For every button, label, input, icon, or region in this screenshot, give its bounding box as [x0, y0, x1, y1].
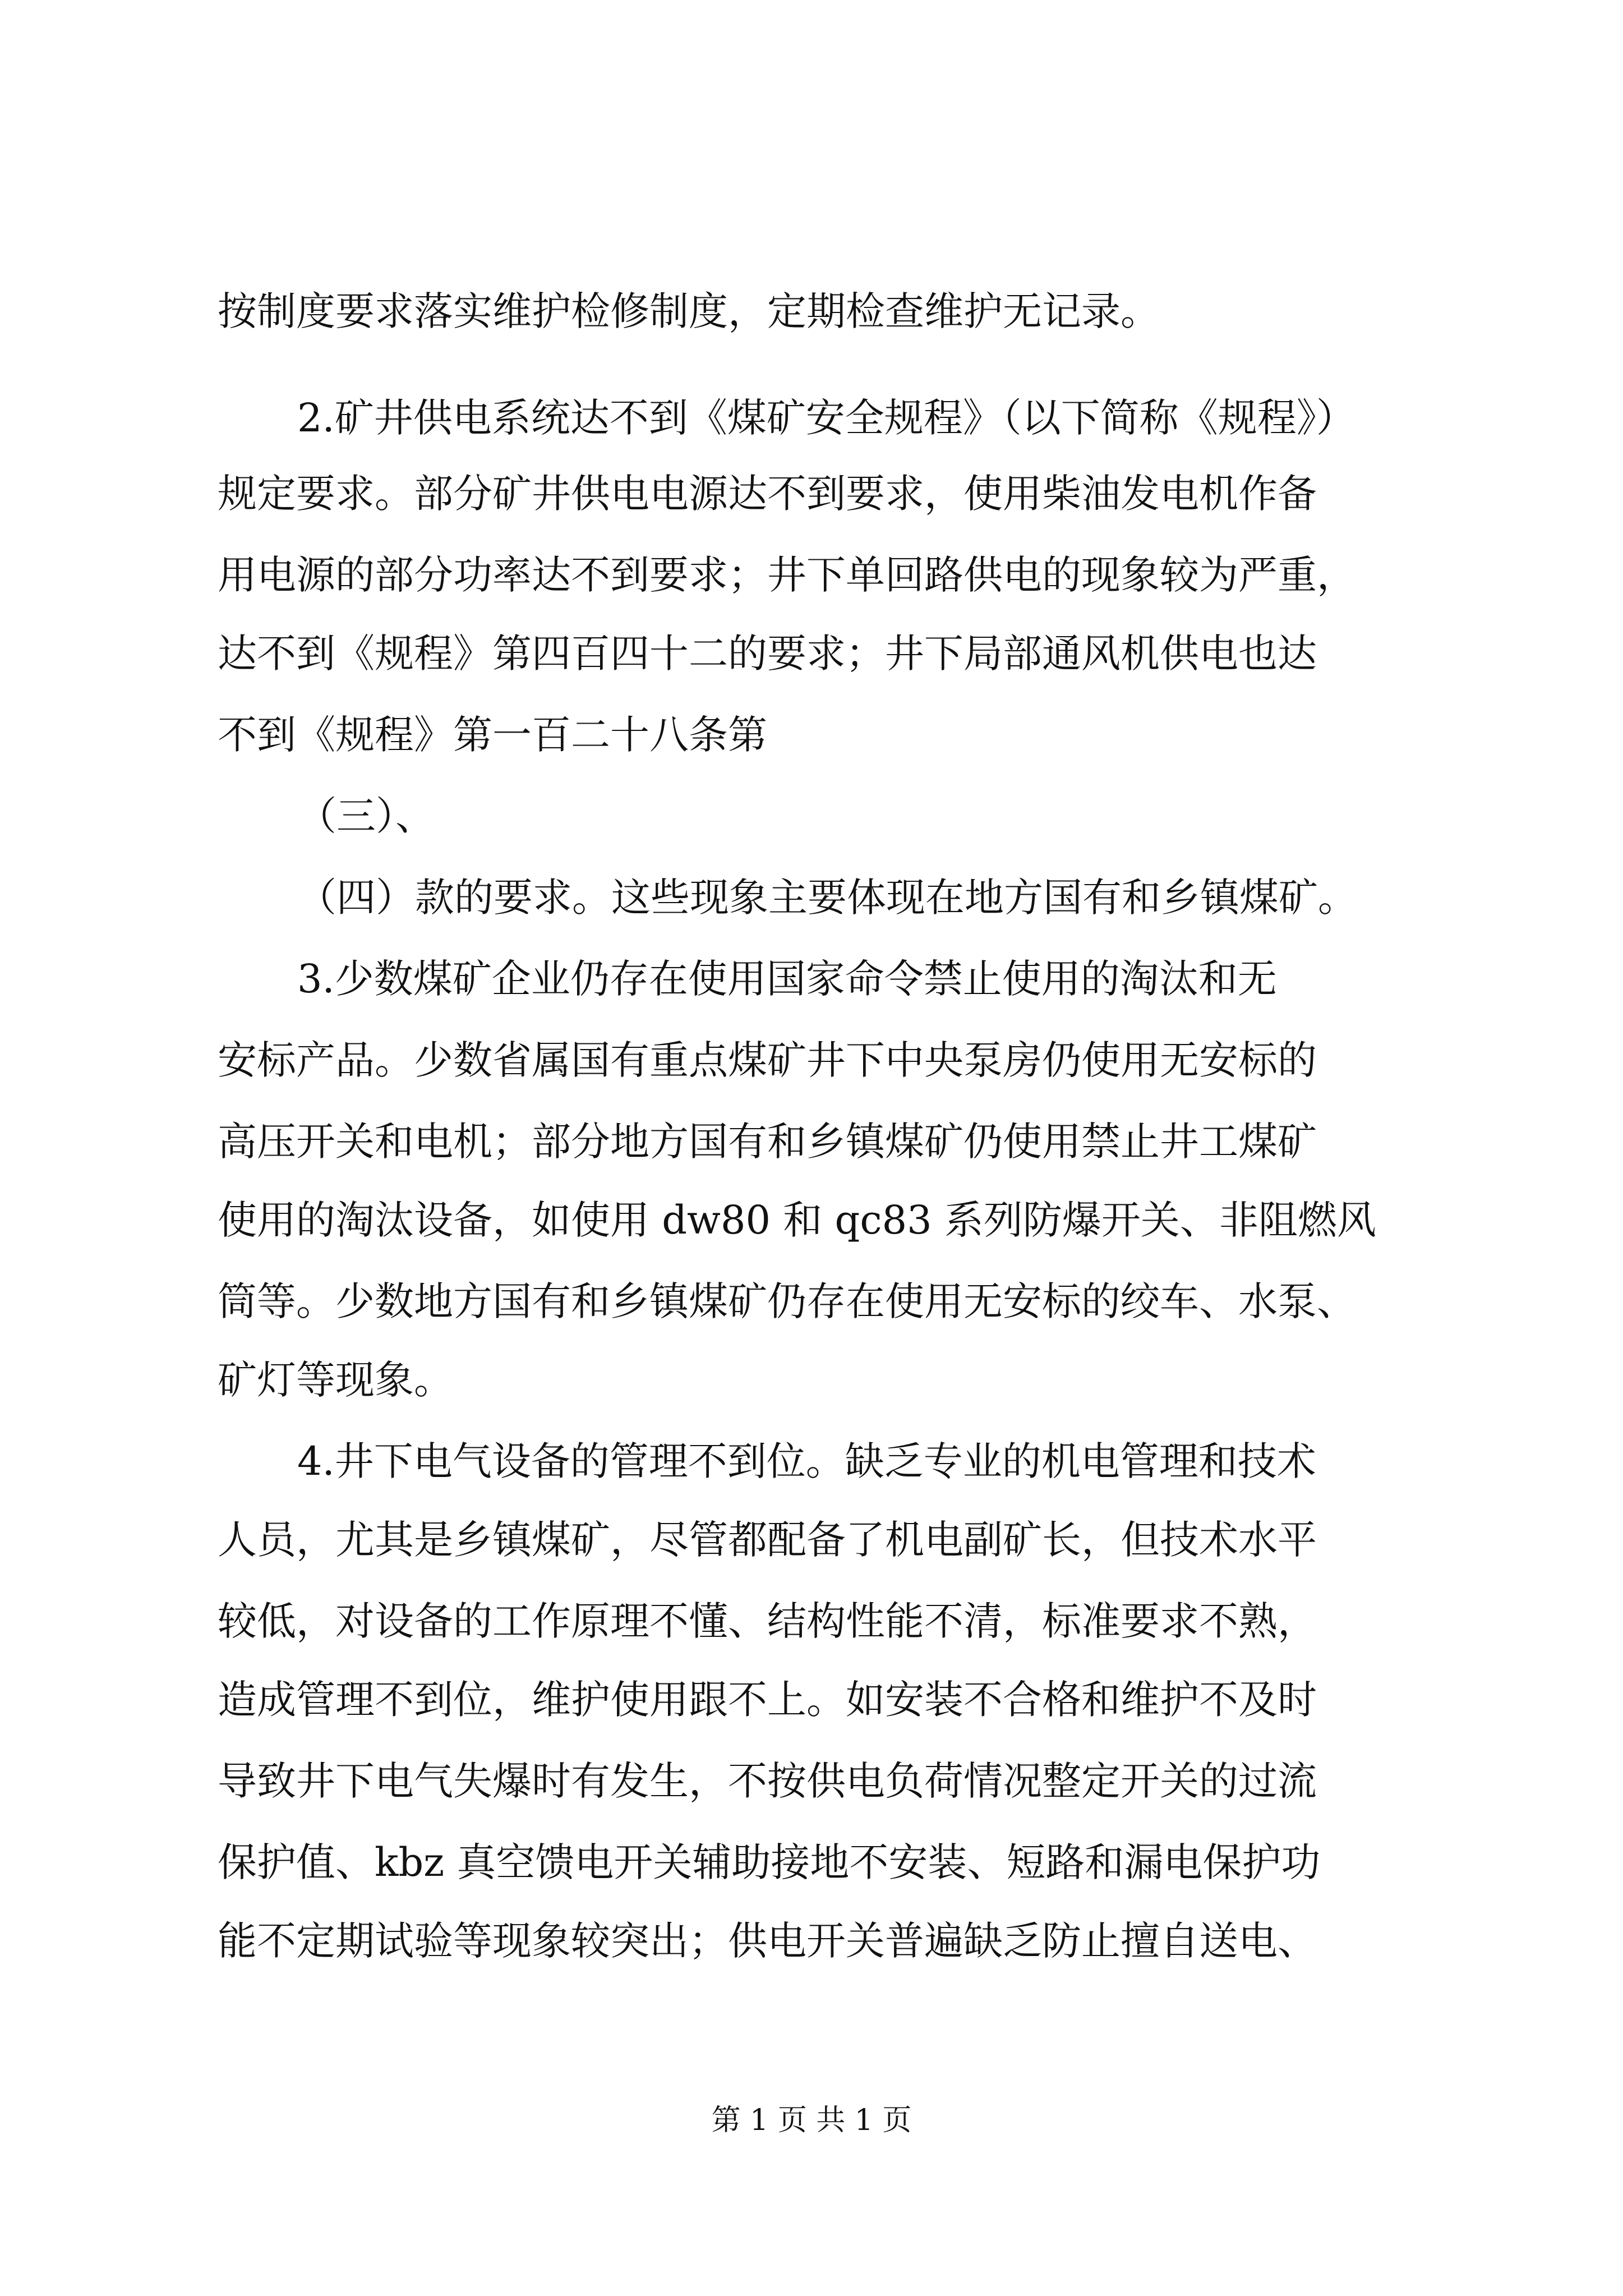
text-line: 较低，对设备的工作原理不懂、结构性能不清，标准要求不熟， [218, 1598, 1317, 1644]
text-line: 达不到《规程》第四百四十二的要求；井下局部通风机供电也达 [218, 631, 1317, 677]
text-line: 2.矿井供电系统达不到《煤矿安全规程》（以下简称《规程》） [297, 395, 1355, 441]
text-line: 不到《规程》第一百二十八条第 [218, 712, 767, 758]
text-line: 造成管理不到位，维护使用跟不上。如安装不合格和维护不及时 [218, 1677, 1317, 1723]
text-line: 用电源的部分功率达不到要求；井下单回路供电的现象较为严重， [218, 552, 1356, 598]
text-line: 人员，尤其是乡镇煤矿，尽管都配备了机电副矿长，但技术水平 [218, 1517, 1317, 1563]
text-line: 高压开关和电机；部分地方国有和乡镇煤矿仍使用禁止井工煤矿 [218, 1119, 1317, 1165]
text-line: 规定要求。部分矿井供电电源达不到要求，使用柴油发电机作备 [218, 471, 1317, 517]
text-line: 4.井下电气设备的管理不到位。缺乏专业的机电管理和技术 [297, 1438, 1316, 1484]
text-line: （四）款的要求。这些现象主要体现在地方国有和乡镇煤矿。 [297, 875, 1357, 921]
text-line: 按制度要求落实维护检修制度，定期检查维护无记录。 [218, 288, 1160, 334]
text-line: 安标产品。少数省属国有重点煤矿井下中央泵房仍使用无安标的 [218, 1037, 1317, 1083]
text-line: 使用的淘汰设备，如使用 dw80 和 qc83 系列防爆开关、非阻燃风 [218, 1197, 1376, 1243]
text-line: （三）、 [297, 793, 435, 839]
text-line: 保护值、kbz 真空馈电开关辅助接地不安装、短路和漏电保护功 [218, 1839, 1321, 1885]
text-line: 导致井下电气失爆时有发生，不按供电负荷情况整定开关的过流 [218, 1758, 1317, 1804]
text-line: 矿灯等现象。 [218, 1357, 453, 1403]
text-line: 能不定期试验等现象较突出；供电开关普遍缺乏防止擅自送电、 [218, 1918, 1317, 1964]
text-line: 3.少数煤矿企业仍存在使用国家命令禁止使用的淘汰和无 [297, 956, 1277, 1002]
text-line: 筒等。少数地方国有和乡镇煤矿仍存在使用无安标的绞车、水泵、 [218, 1278, 1356, 1324]
page-footer: 第 1 页 共 1 页 [711, 2104, 912, 2137]
